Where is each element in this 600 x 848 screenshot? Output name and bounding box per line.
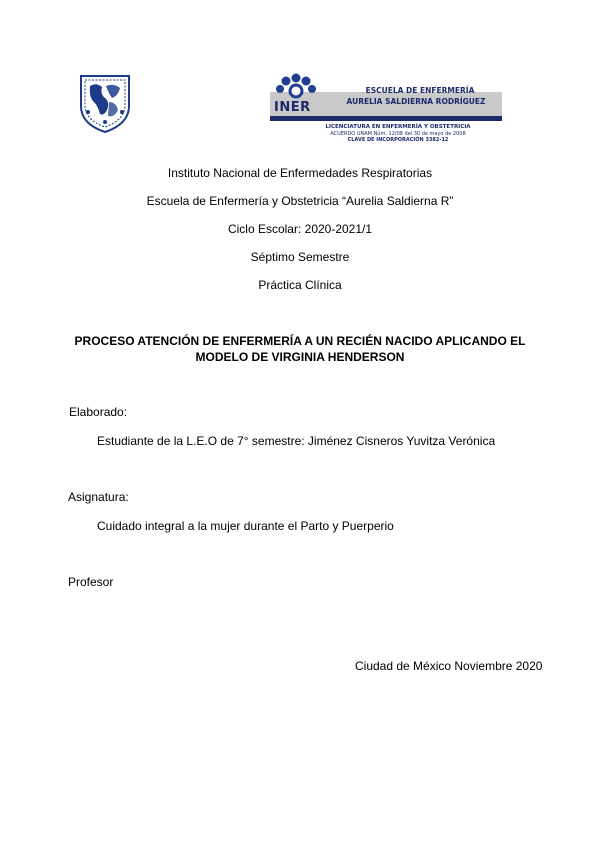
iner-sub2: ACUERDO UNAM Núm. 12/08 del 30 de mayo de 2008 bbox=[330, 131, 466, 137]
iner-logo bbox=[268, 72, 504, 144]
document-title-line2: MODELO DE VIRGINIA HENDERSON bbox=[195, 350, 405, 364]
iner-line1: ESCUELA DE ENFERMERÍA bbox=[365, 86, 475, 95]
iner-acronym: INER bbox=[274, 100, 311, 115]
semester: Séptimo Semestre bbox=[250, 250, 350, 264]
institute-name: Instituto Nacional de Enfermedades Respiratorias bbox=[167, 166, 433, 180]
document-title-line1: PROCESO ATENCIÓN DE ENFERMERÍA A UN RECIÉN NACIDO APLICANDO EL bbox=[74, 334, 526, 348]
place-date: Ciudad de México Noviembre 2020 bbox=[355, 659, 543, 673]
profesor-label: Profesor bbox=[68, 575, 114, 589]
iner-sub1: LICENCIATURA EN ENFERMERÍA Y OBSTETRICIA bbox=[325, 124, 471, 130]
elaborado-label: Elaborado: bbox=[69, 405, 128, 419]
iner-sub3: CLAVE DE INCORPORACIÓN 3382-12 bbox=[347, 137, 449, 143]
unam-seal-icon bbox=[76, 72, 134, 134]
practice-type: Práctica Clínica bbox=[258, 278, 342, 292]
asignatura-value: Cuidado integral a la mujer durante el Parto y Puerperio bbox=[97, 519, 394, 533]
school-name: Escuela de Enfermería y Obstetricia “Aurelia Saldierna R” bbox=[146, 194, 454, 208]
school-cycle: Ciclo Escolar: 2020-2021/1 bbox=[227, 222, 373, 236]
iner-line2: AURELIA SALDIERNA RODRÍGUEZ bbox=[346, 97, 486, 106]
asignatura-label: Asignatura: bbox=[68, 490, 129, 504]
elaborado-value: Estudiante de la L.E.O de 7° semestre: Jiménez Cisneros Yuvitza Verónica bbox=[97, 434, 496, 448]
